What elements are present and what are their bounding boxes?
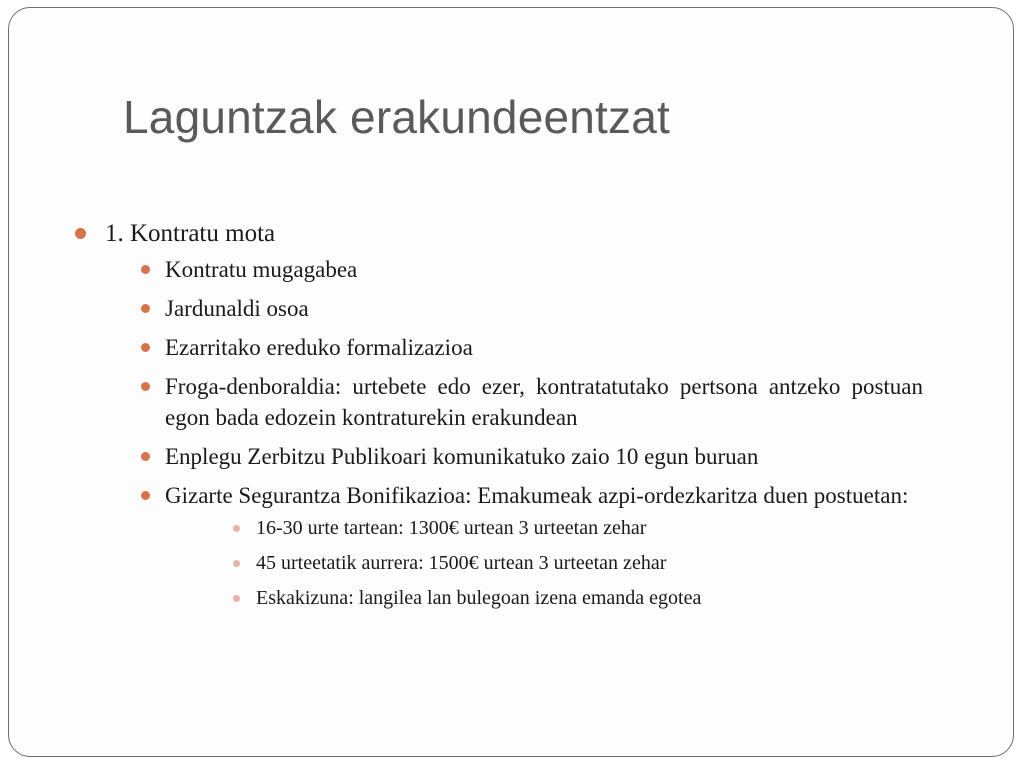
bullet-list bbox=[73, 216, 923, 611]
list-item-text: 16-30 urte tartean: 1300€ urtean 3 urteetan zehar bbox=[256, 517, 647, 539]
list-item-text: Jardunaldi osoa bbox=[165, 296, 309, 321]
list-item bbox=[105, 332, 923, 363]
slide-title: Laguntzak erakundeentzat bbox=[123, 91, 670, 143]
bullet-icon bbox=[141, 491, 150, 500]
list-item bbox=[105, 254, 923, 285]
sub-list bbox=[105, 254, 923, 611]
bullet-icon bbox=[141, 265, 150, 274]
sub-sub-list bbox=[165, 515, 923, 611]
bullet-icon bbox=[141, 452, 150, 461]
slide-frame bbox=[8, 7, 1014, 757]
list-item-text: Kontratu mugagabea bbox=[165, 257, 358, 282]
list-item bbox=[105, 371, 923, 433]
bullet-icon bbox=[141, 304, 150, 313]
list-item bbox=[165, 550, 923, 576]
list-item-text: Eskakizuna: langilea lan bulegoan izena emanda egotea bbox=[256, 587, 702, 609]
list-item bbox=[105, 293, 923, 324]
list-item bbox=[105, 441, 923, 472]
list-item-text: Froga-denboraldia: urtebete edo ezer, kontratatutako pertsona antzeko postuan egon bada edozein kontraturekin erakundean bbox=[165, 374, 923, 430]
bullet-icon bbox=[233, 560, 240, 567]
bullet-icon bbox=[75, 228, 86, 239]
list-item bbox=[105, 480, 923, 611]
slide-content bbox=[73, 216, 923, 620]
bullet-icon bbox=[233, 595, 240, 602]
list-item-level1 bbox=[73, 216, 923, 611]
list-item-text: 1. Kontratu mota bbox=[105, 220, 276, 247]
list-item bbox=[165, 515, 923, 541]
bullet-icon bbox=[233, 525, 240, 532]
list-item-text: Ezarritako ereduko formalizazioa bbox=[165, 335, 473, 360]
list-item bbox=[165, 585, 923, 611]
bullet-icon bbox=[141, 343, 150, 352]
list-item-text: Enplegu Zerbitzu Publikoari komunikatuko zaio 10 egun buruan bbox=[165, 444, 759, 469]
list-item-text: 45 urteetatik aurrera: 1500€ urtean 3 urteetan zehar bbox=[256, 552, 667, 574]
bullet-icon bbox=[141, 382, 150, 391]
list-item-text: Gizarte Segurantza Bonifikazioa: Emakumeak azpi-ordezkaritza duen postuetan: bbox=[165, 483, 909, 508]
